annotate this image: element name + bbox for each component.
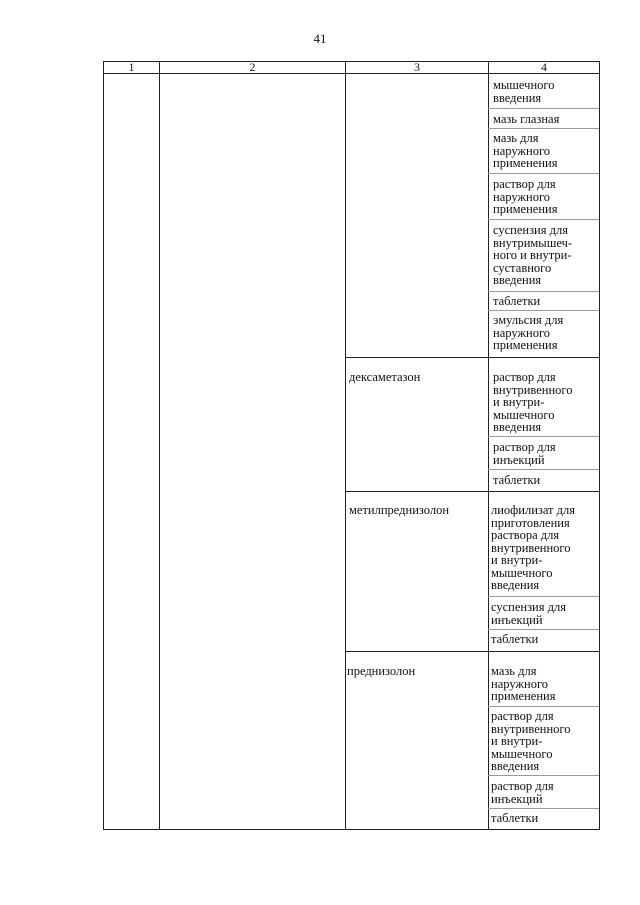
form-divider [488, 173, 599, 174]
substance-name: преднизолон [347, 664, 416, 678]
page-number: 41 [313, 31, 327, 46]
form-divider [488, 219, 599, 220]
substance-name: метилпреднизолон [349, 503, 450, 517]
dosage-form: лиофилизат для приготовления раствора для внутривенного и внутри- мышечного введения [491, 503, 575, 592]
dosage-form: таблетки [493, 473, 541, 487]
dosage-form: таблетки [491, 632, 539, 646]
dosage-form: мазь для наружного применения [493, 131, 558, 170]
substance-name: дексаметазон [349, 370, 421, 384]
form-divider [488, 706, 599, 707]
dosage-form: таблетки [493, 294, 541, 308]
header-col-1: 1 [128, 60, 135, 74]
dosage-form: раствор для наружного применения [493, 177, 558, 216]
column-divider [345, 62, 346, 829]
drug-table [103, 61, 600, 830]
dosage-form: мышечного введения [493, 78, 555, 105]
forms-column [488, 62, 599, 829]
dosage-form: мазь для наружного применения [491, 664, 556, 703]
dosage-form: суспензия для инъекций [491, 600, 566, 627]
form-divider [488, 629, 599, 630]
form-divider [488, 108, 599, 109]
dosage-form: раствор для внутривенного и внутри- мышечного введения [493, 370, 573, 434]
form-divider [488, 291, 599, 292]
form-divider [488, 469, 599, 470]
header-col-2: 2 [249, 60, 256, 74]
form-divider [488, 436, 599, 437]
dosage-form: мазь глазная [493, 112, 560, 126]
dosage-form: эмульсия для наружного применения [493, 313, 564, 352]
dosage-form: раствор для инъекций [493, 440, 556, 467]
column-divider [159, 62, 160, 829]
dosage-form: раствор для инъекций [491, 779, 554, 806]
form-divider [488, 596, 599, 597]
form-divider [488, 128, 599, 129]
header-col-3: 3 [414, 60, 420, 74]
form-divider [488, 310, 599, 311]
dosage-form: раствор для внутривенного и внутри- мышечного введения [491, 709, 571, 773]
dosage-form: таблетки [491, 811, 539, 825]
dosage-form: суспензия для внутримышеч- ного и внутри- суставного введения [493, 223, 573, 287]
header-col-4: 4 [541, 60, 547, 74]
form-divider [488, 808, 599, 809]
form-divider [488, 775, 599, 776]
